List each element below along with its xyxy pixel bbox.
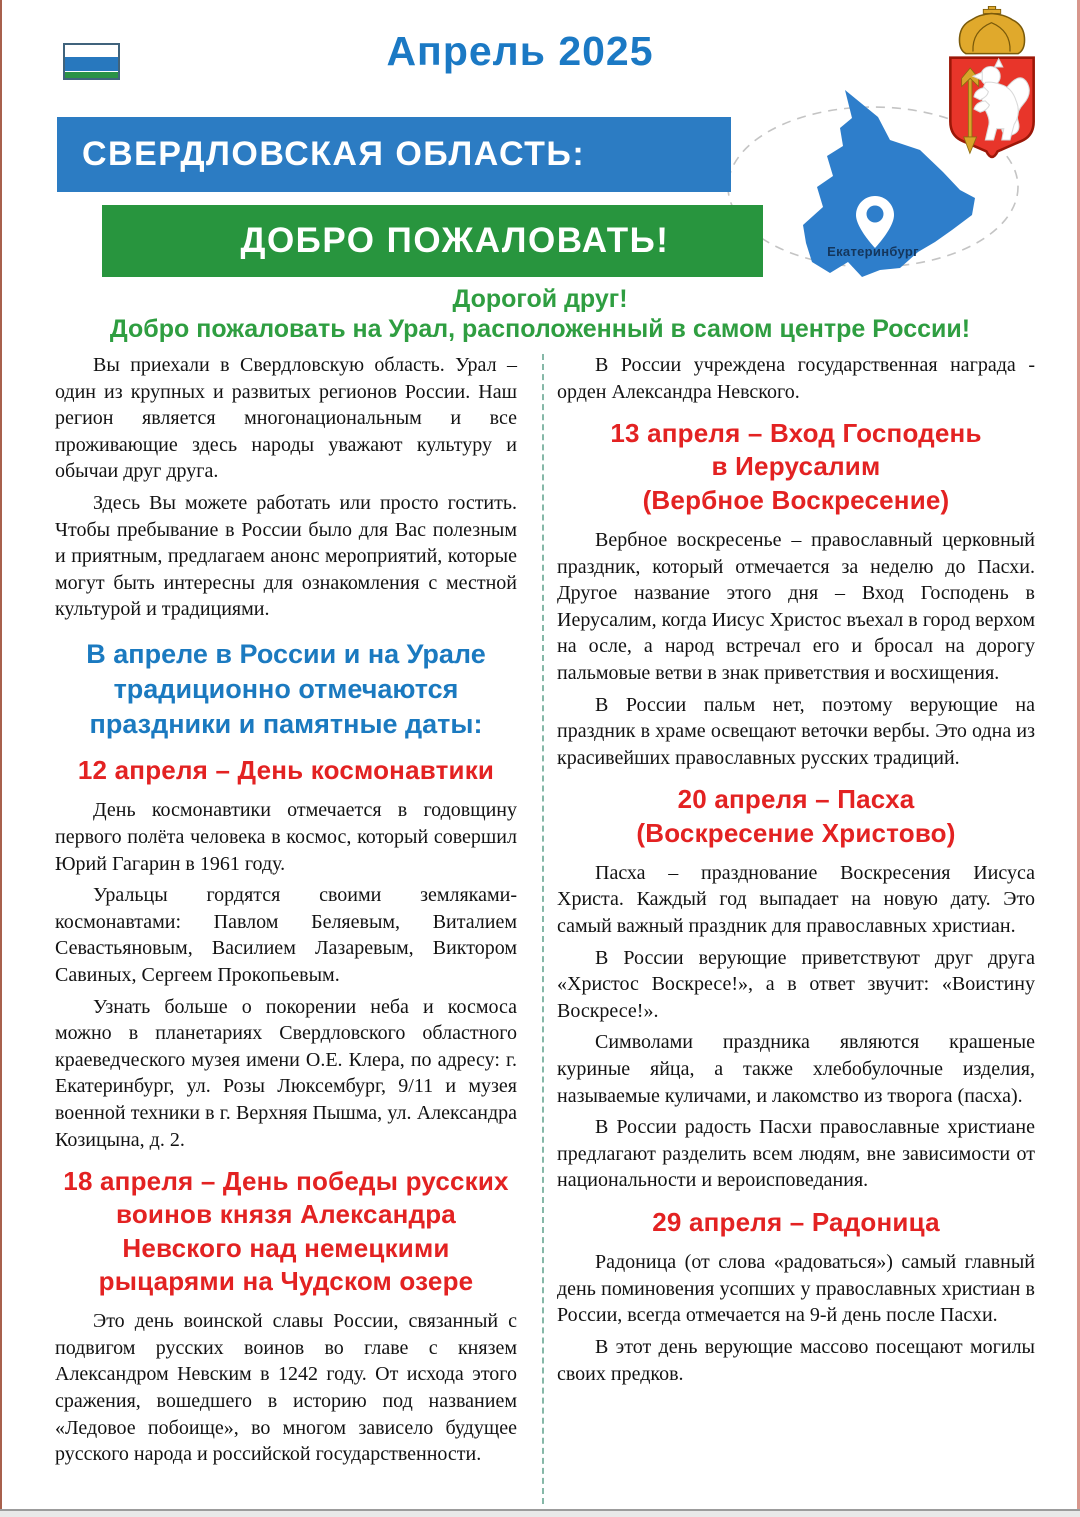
article-body [55,352,1035,1473]
page-title: Апрель 2025 [386,28,654,74]
map-city-label: Екатеринбург [827,244,919,259]
right-column [557,352,1035,1473]
paragraph: Вербное воскресенье – православный церковный праздник, который отмечается за неделю до Пасхи. Другое название этого дня – Вход Господень в Иерусалим, когда Иисус Христос въехал в город верхом на осле, а народ встречал его и бросал на дорогу пальмовые ветви в знак приветствия и восхищения. [557,528,1035,684]
paragraph: В России учреждена государственная награда - орден Александра Невского. [557,354,1035,403]
event-heading-easter: 20 апреля – Пасха (Воскресение Христово) [636,784,956,848]
crown-icon [959,6,1024,53]
paragraph: В России верующие приветствуют друг друга «Христос Воскресе!», а в ответ звучит: «Воистину Воскресе!». [557,946,1035,1022]
sverdlovsk-coat-of-arms-icon [938,6,1046,166]
section-heading-april-holidays: В апреле в России и на Урале традиционно отмечаются праздники и памятные даты: [86,638,486,740]
paragraph: Вы приехали в Свердловскую область. Урал – один из крупных и развитых регионов России. Наш регион является многонациональным и все проживающие здесь народы уважают культуру и обычаи друг друга. [55,354,517,483]
region-banner [57,117,731,192]
paragraph: День космонавтики отмечается в годовщину первого полёта человека в космос, который совершил Юрий Гагарин в 1961 году. [55,799,517,875]
event-heading-nevsky-victory-day: 18 апреля – День победы русских воинов князя Александра Невского над немецкими рыцарями на Чудском озере [63,1166,509,1296]
page-left-border [0,0,2,1517]
region-banner-label: СВЕРДЛОВСКАЯ ОБЛАСТЬ: [82,135,586,173]
paragraph: В этот день верующие массово посещают могилы своих предков. [557,1336,1035,1385]
column-divider [542,354,544,1504]
greeting-line-2: Добро пожаловать на Урал, расположенный в самом центре России! [109,315,971,343]
paragraph: Символами праздника являются крашеные куриные яйца, а также хлебобулочные изделия, называемые куличами, и лакомство из творога (пасха). [557,1031,1035,1107]
location-pin-icon [856,196,894,248]
paragraph: В России пальм нет, поэтому верующие на праздник в храме освещают веточки вербы. Это одна из красивейших православных русских традиций. [557,693,1035,769]
event-heading-palm-sunday: 13 апреля – Вход Господень в Иерусалим (Вербное Воскресение) [610,418,982,515]
paragraph: Пасха – празднование Воскресения Иисуса Христа. Каждый год выпадает на новую дату. Это самый важный праздник для православных христиан. [557,861,1035,938]
paragraph: Здесь Вы можете работать или просто гостить. Чтобы пребывание в России было для Вас полезным и приятным, предлагаем анонс мероприятий, которые могут быть интересны для ознакомления с местной культурой и традициями. [55,491,517,621]
paragraph: Уральцы гордятся своими земляками-космонавтами: Павлом Беляевым, Виталием Севастьяновым, Василием Лазаревым, Виктором Савиных, Сергеем Прокопьевым. [55,884,517,987]
paragraph: Это день воинской славы России, связанный с подвигом русских воинов во главе с князем Александром Невским в 1242 году. От исхода этого сражения, вошедшего в историю под названием «Ледовое побоище», во многом зависело будущее русского народа и российской государственности. [55,1310,517,1466]
welcome-banner [102,205,763,277]
paragraph: В России радость Пасхи православные христиане предлагают разделить всем людям, вне зависимости от национальности и вероисповедания. [557,1116,1035,1192]
greeting-heading [40,284,1040,345]
page-bottom-strip [0,1511,1080,1517]
welcome-banner-label: ДОБРО ПОЖАЛОВАТЬ! [240,221,670,260]
left-column [55,352,517,1473]
greeting-line-1: Дорогой друг! [452,285,628,313]
event-heading-radonitsa: 29 апреля – Радоница [652,1206,940,1237]
paragraph: Радоница (от слова «радоваться») самый главный день поминовения усопших у православных христиан в России, всегда отмечается на 9-й день после Пасхи. [557,1251,1035,1327]
event-heading-cosmonautics-day: 12 апреля – День космонавтики [77,755,495,786]
paragraph: Узнать больше о покорении неба и космоса можно в планетариях Свердловского областного краеведческого музея имени О.Е. Клера, по адресу: г. Екатеринбург, ул. Розы Люксембург, 9/11 и музея военной техники в г. Верхняя Пышма, ул. Александра Козицына, д. 2. [55,995,517,1151]
